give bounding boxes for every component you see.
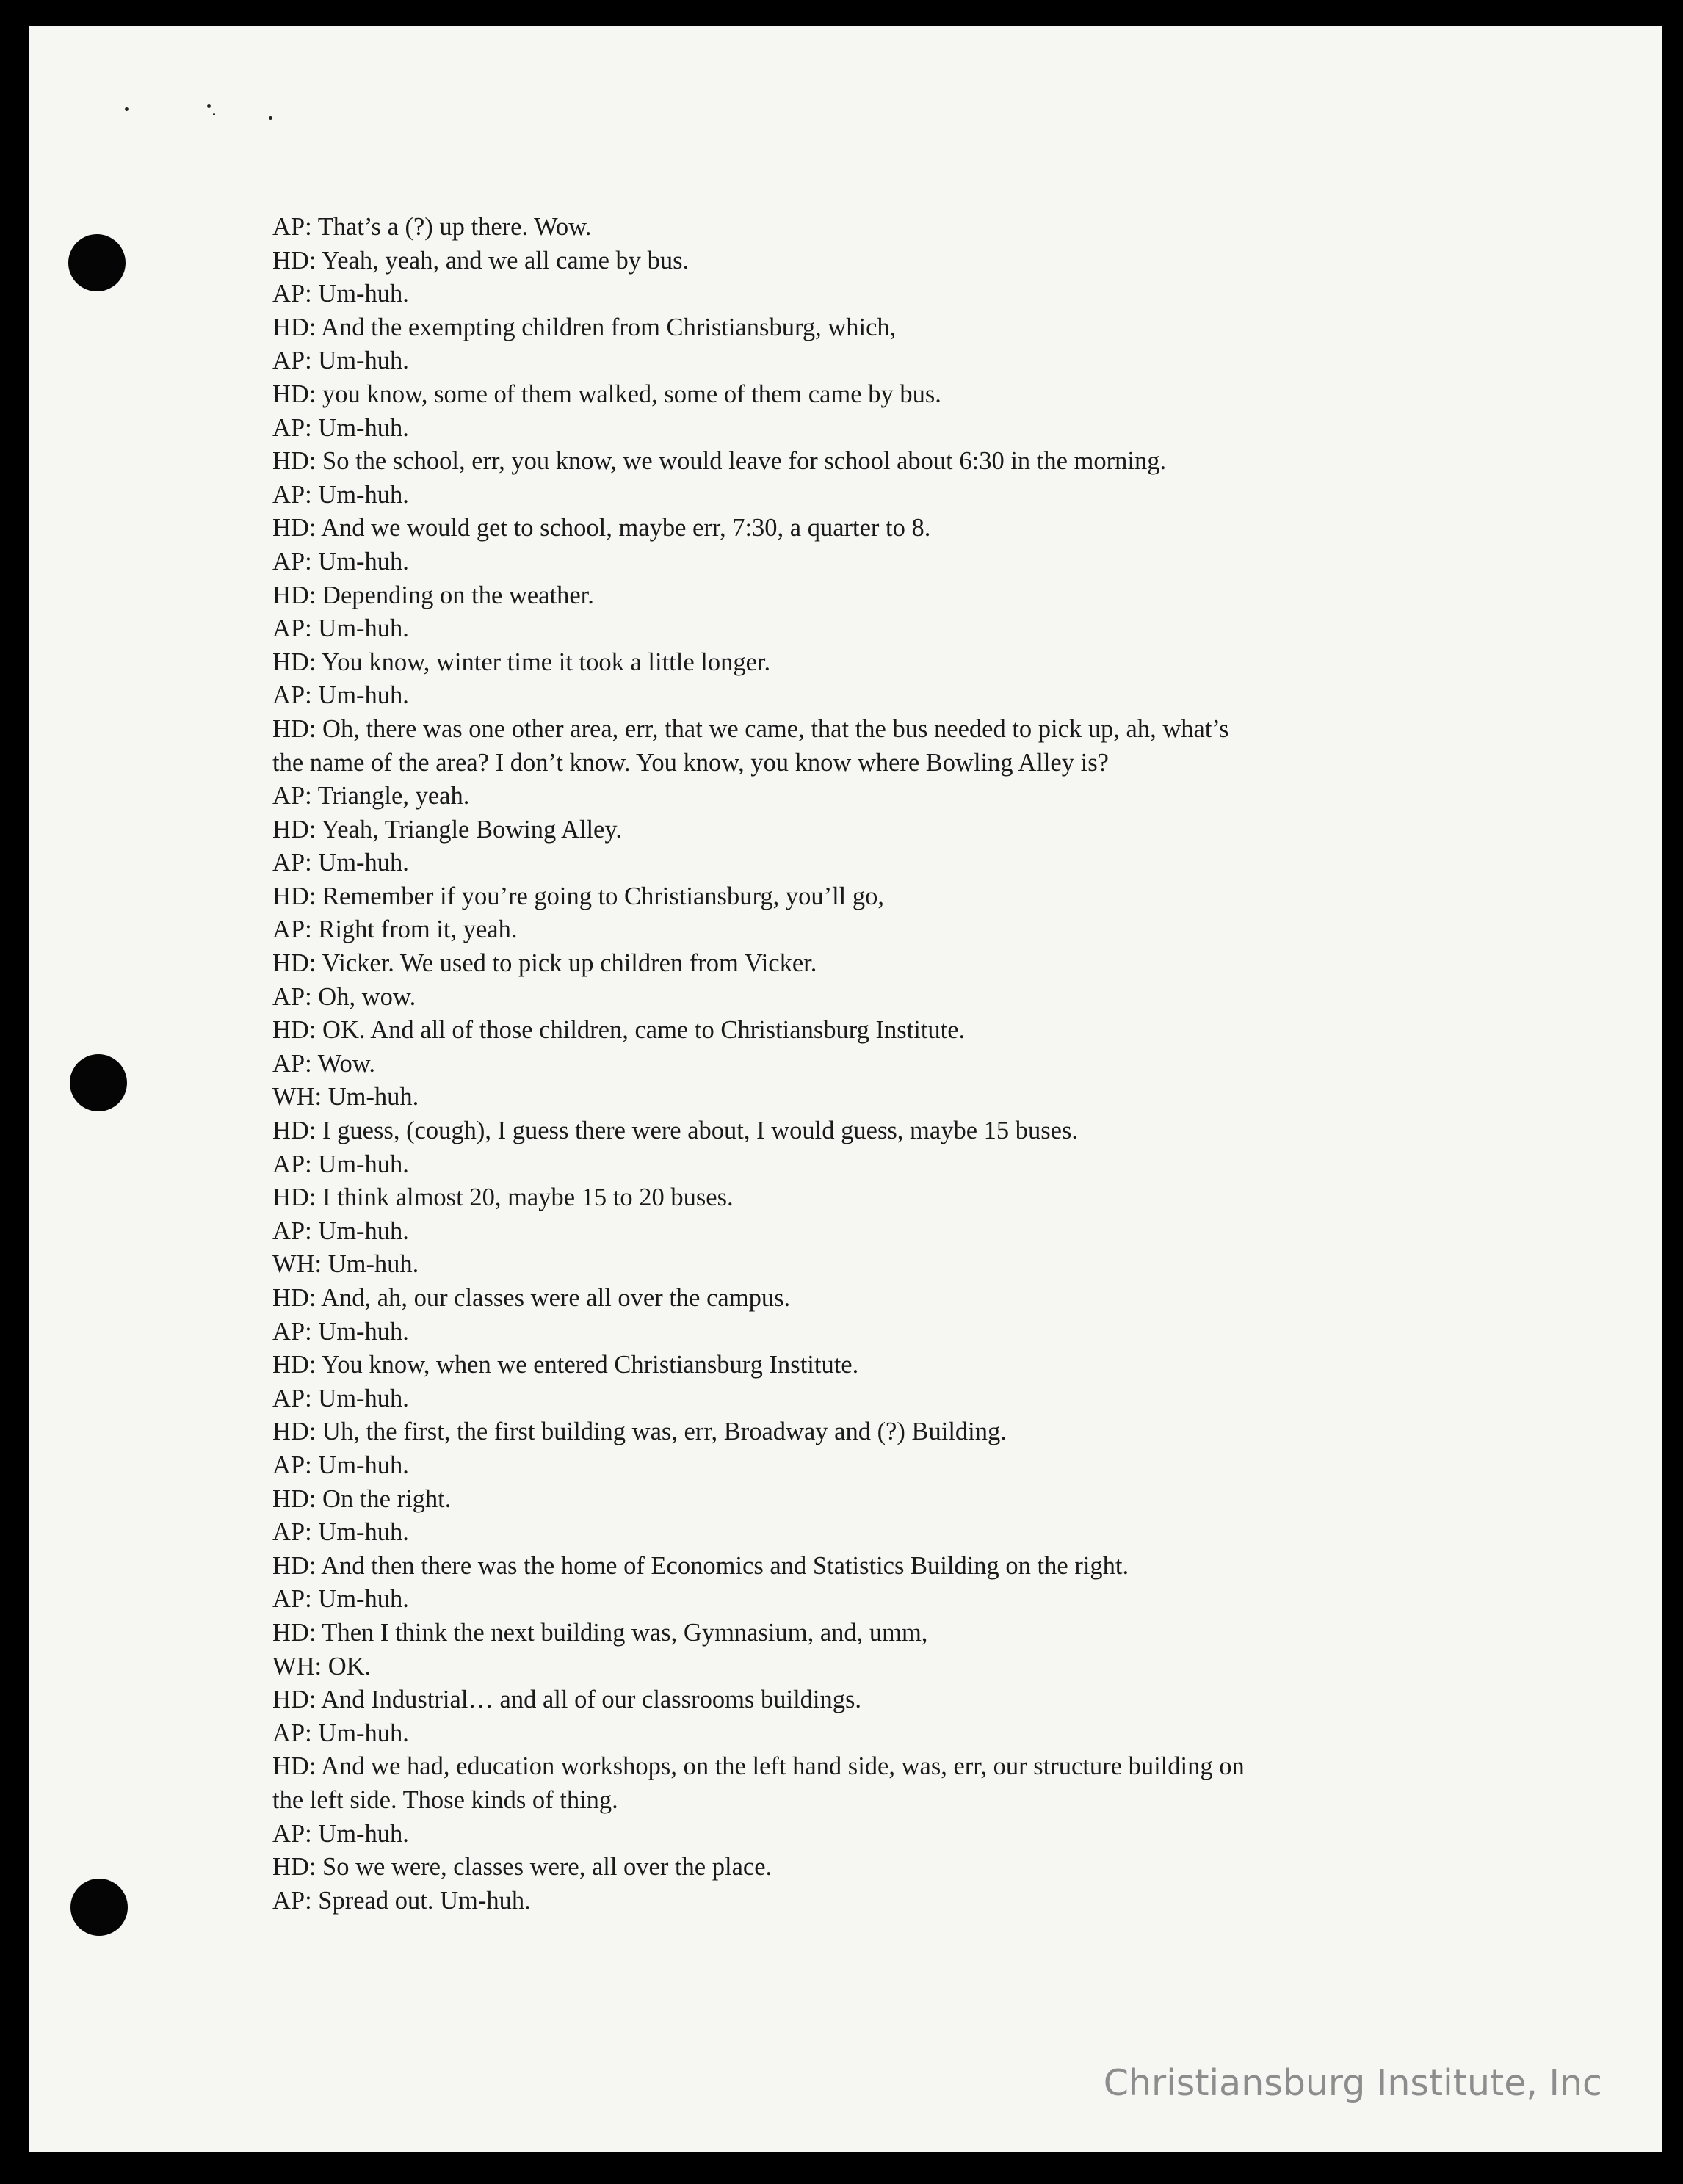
- transcript-line: HD: You know, when we entered Christiansburg Institute.: [272, 1351, 859, 1379]
- transcript-line: HD: And Industrial… and all of our classrooms buildings.: [272, 1686, 862, 1714]
- transcript-line: AP: Um-huh.: [272, 1216, 409, 1245]
- transcript-line: HD: I think almost 20, maybe 15 to 20 buses.: [272, 1183, 734, 1212]
- transcript-line: AP: Um-huh.: [272, 480, 409, 509]
- transcript-body: [272, 211, 1389, 1918]
- transcript-line: HD: So the school, err, you know, we would leave for school about 6:30 in the morning.: [272, 447, 1167, 476]
- transcript-line: AP: Um-huh.: [272, 681, 409, 710]
- transcript-line: HD: You know, winter time it took a little longer.: [272, 647, 771, 676]
- binder-hole-middle: [70, 1054, 127, 1111]
- speck-dot: [125, 107, 129, 111]
- transcript-line: AP: Um-huh.: [272, 1451, 409, 1479]
- transcript-line: AP: Um-huh.: [272, 413, 409, 442]
- transcript-line: AP: Triangle, yeah.: [272, 782, 470, 810]
- transcript-line: WH: Um-huh.: [272, 1083, 419, 1111]
- transcript-line: AP: Um-huh.: [272, 347, 409, 375]
- watermark: Christiansburg Institute, Inc: [1103, 2062, 1602, 2104]
- transcript-line: HD: you know, some of them walked, some of them came by bus.: [272, 380, 941, 408]
- transcript-line: AP: Um-huh.: [272, 614, 409, 643]
- transcript-line: HD: Vicker. We used to pick up children from Vicker.: [272, 949, 817, 978]
- transcript-line: HD: And the exempting children from Christiansburg, which,: [272, 313, 897, 341]
- transcript-line: WH: OK.: [272, 1652, 372, 1680]
- transcript-line: HD: On the right.: [272, 1484, 452, 1513]
- transcript-line: AP: Um-huh.: [272, 1317, 409, 1346]
- transcript-line: HD: And then there was the home of Economics and Statistics Building on the right.: [272, 1551, 1129, 1580]
- transcript-line: HD: OK. And all of those children, came to Christiansburg Institute.: [272, 1016, 966, 1045]
- transcript-line: AP: Um-huh.: [272, 1585, 409, 1614]
- transcript-line: HD: Yeah, Triangle Bowing Alley.: [272, 815, 623, 844]
- transcript-line: WH: Um-huh.: [272, 1250, 419, 1279]
- transcript-line: AP: Um-huh.: [272, 547, 409, 576]
- transcript-line: the name of the area? I don’t know. You know, you know where Bowling Alley is?: [272, 748, 1109, 777]
- transcript-line: HD: Remember if you’re going to Christiansburg, you’ll go,: [272, 882, 885, 910]
- transcript-line: HD: Uh, the first, the first building was, err, Broadway and (?) Building.: [272, 1418, 1007, 1446]
- transcript-line: AP: Um-huh.: [272, 1518, 409, 1547]
- transcript-line: AP: Um-huh.: [272, 280, 409, 308]
- transcript-line: HD: And, ah, our classes were all over the campus.: [272, 1284, 791, 1312]
- transcript-line: HD: And we had, education workshops, on the left hand side, was, err, our structure building on: [272, 1752, 1245, 1781]
- transcript-line: AP: That’s a (?) up there. Wow.: [272, 213, 592, 241]
- speck-dot: [269, 116, 272, 120]
- transcript-line: AP: Um-huh.: [272, 1719, 409, 1747]
- transcript-line: HD: Oh, there was one other area, err, that we came, that the bus needed to pick up, ah, what’s: [272, 714, 1229, 743]
- transcript-line: HD: So we were, classes were, all over the place.: [272, 1853, 772, 1882]
- transcript-line: AP: Um-huh.: [272, 1384, 409, 1412]
- transcript-line: AP: Right from it, yeah.: [272, 915, 518, 944]
- transcript-line: AP: Spread out. Um-huh.: [272, 1886, 531, 1915]
- transcript-line: AP: Um-huh.: [272, 1819, 409, 1848]
- transcript-line: HD: I guess, (cough), I guess there were about, I would guess, maybe 15 buses.: [272, 1117, 1079, 1145]
- speck-dot: [207, 104, 211, 108]
- transcript-line: HD: And we would get to school, maybe err, 7:30, a quarter to 8.: [272, 514, 931, 543]
- transcript-line: AP: Um-huh.: [272, 1150, 409, 1178]
- binder-hole-bottom: [70, 1879, 128, 1936]
- transcript-line: AP: Oh, wow.: [272, 982, 416, 1011]
- transcript-line: AP: Wow.: [272, 1049, 376, 1078]
- speck-dot: [213, 113, 215, 115]
- transcript-line: HD: Then I think the next building was, Gymnasium, and, umm,: [272, 1618, 928, 1647]
- transcript-line: AP: Um-huh.: [272, 849, 409, 877]
- transcript-line: HD: Depending on the weather.: [272, 581, 594, 609]
- transcript-line: the left side. Those kinds of thing.: [272, 1785, 618, 1814]
- binder-hole-top: [68, 234, 126, 291]
- transcript-line: HD: Yeah, yeah, and we all came by bus.: [272, 246, 690, 275]
